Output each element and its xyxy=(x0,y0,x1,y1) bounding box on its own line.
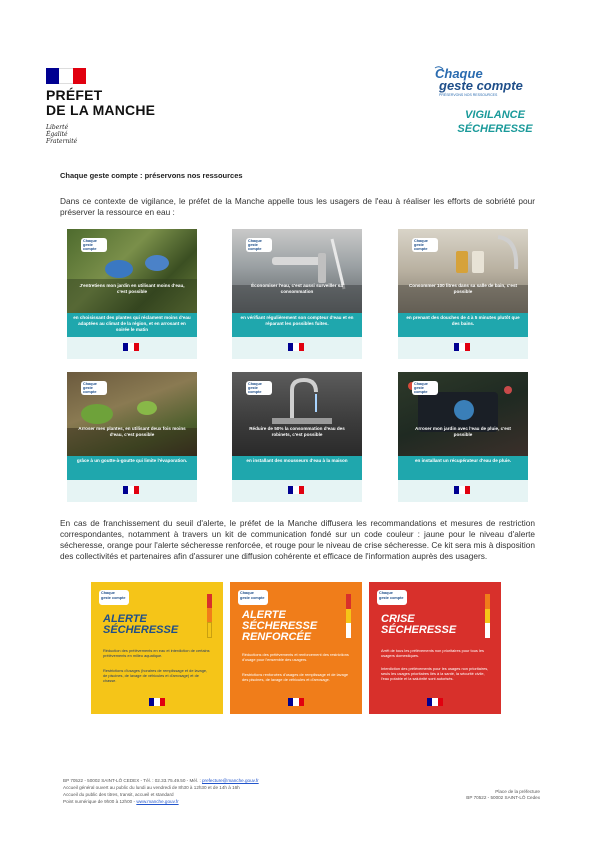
card-caption: Réduire de 50% la consommation d'eau des robinets, c'est possible xyxy=(249,426,345,437)
flag-icon xyxy=(454,343,470,351)
footer-address-2: BP 70522 - 50002 SAINT-LÔ Cedex xyxy=(466,795,540,800)
card-badge-text: Chaque geste compte xyxy=(414,239,428,251)
card-band-text: grâce à un goutte-à-goutte qui limite l'évaporation. xyxy=(76,458,188,463)
card-caption: Arroser mes plantes, en utilisant deux fois moins d'eau, c'est possible xyxy=(78,426,186,437)
flag-icon xyxy=(123,486,139,494)
card-band-text: en vérifiant régulièrement son compteur d'eau et en réparant les possibles fuites. xyxy=(240,315,354,326)
footer-line-2: Accueil général ouvert au public du lundi au vendredi de 8h30 à 12h30 et de 14h à 16h xyxy=(63,785,240,790)
poster-text-2: Restrictions renforcées d'usages de remplissage et de lavage des piscines, de lavage de véhicules et d'arrosage. xyxy=(242,672,349,682)
poster-badge-text: Chaque geste compte xyxy=(240,591,265,600)
card-badge-text: Chaque geste compte xyxy=(248,239,262,251)
card-badge-text: Chaque geste compte xyxy=(248,382,262,394)
subtitle: Chaque geste compte : préservons nos ressources xyxy=(60,171,243,180)
poster-text-2: Restrictions d'usages (horaires de remplissage et de lavage, de piscines, de lavage de véhicules et d'arrosage) et de chasse. xyxy=(103,668,208,683)
poster-title: CRISE SÉCHERESSE xyxy=(381,613,457,636)
footer-right xyxy=(430,789,540,801)
level-gauge-icon xyxy=(207,594,212,638)
poster-alerte-renforcee xyxy=(230,582,362,714)
card-robinet xyxy=(232,372,362,502)
footer-address-1: Place de la préfecture xyxy=(495,789,540,794)
flag-icon xyxy=(149,698,165,706)
card-badge-text: Chaque geste compte xyxy=(414,382,428,394)
footer-line-4: Point numérique de 9h00 à 12h00 - www.manche.gouv.fr xyxy=(63,799,179,804)
card-band-text: en installant un récupérateur d'eau de pluie. xyxy=(414,458,512,463)
devise: Liberté Égalité Fraternité xyxy=(46,124,78,145)
vigilance-title: VIGILANCE SÉCHERESSE xyxy=(457,109,533,135)
flag-icon xyxy=(288,486,304,494)
flag-icon xyxy=(454,486,470,494)
logo-line1: Chaque xyxy=(435,66,483,81)
poster-alerte-secheresse xyxy=(91,582,223,714)
card-band-text: en prenant des douches de 4 à 5 minutes plutôt que des bains. xyxy=(406,315,520,326)
card-jardin xyxy=(67,229,197,359)
card-badge-text: Chaque geste compte xyxy=(83,382,97,394)
flag-icon xyxy=(288,698,304,706)
logo-line3: PRÉSERVONS NOS RESSOURCES xyxy=(439,93,498,97)
card-douche xyxy=(398,229,528,359)
card-caption: Économiser l'eau, c'est aussi surveiller sa consommation xyxy=(251,283,343,294)
alert-paragraph: En cas de franchissement du seuil d'alerte, le préfet de la Manche diffusera les recommandations et mesures de restriction correspondantes, notamment à travers un kit de communication fondé sur un code couleur : jaune pour le niveau d'alerte sécheresse, orange pour l'alerte sécheresse renforcée, et rouge pour le niveau de crise sécheresse. Ce kit sera mis à disposition des collectivités et partenaires afin d'assurer une diffusion cohérente et efficace de l'information auprès des usagers. xyxy=(60,518,535,561)
card-caption: J'entretiens mon jardin en utilisant moins d'eau, c'est possible xyxy=(79,283,185,294)
poster-text-1: Réductions des prélèvements et renforcement des restrictions d'usage pour l'ensemble des usagers. xyxy=(242,652,349,662)
prefet-title: PRÉFET DE LA MANCHE xyxy=(46,87,156,118)
card-caption: Consommer 100 litres dans sa salle de bain, c'est possible xyxy=(408,283,518,294)
card-pluie xyxy=(398,372,528,502)
card-caption: Arroser mon jardin avec l'eau de pluie, c'est possible xyxy=(415,426,511,437)
footer-line-1: BP 70522 - 50002 SAINT-LÔ CEDEX - Tél. : 02.33.75.49.50 - Mél. : prefecture@manche.gouv.fr xyxy=(63,778,259,783)
flag-icon xyxy=(123,343,139,351)
level-gauge-icon xyxy=(346,594,351,638)
poster-title: ALERTE SÉCHERESSE xyxy=(103,613,179,636)
flag-icon xyxy=(288,343,304,351)
intro-paragraph: Dans ce contexte de vigilance, le préfet de la Manche appelle tous les usagers de l'eau à réaliser les efforts de sobriété pour préserver la ressource en eau : xyxy=(60,196,535,217)
poster-badge-text: Chaque geste compte xyxy=(379,591,404,600)
poster-crise-secheresse xyxy=(369,582,501,714)
logo-line2: geste compte xyxy=(439,78,523,93)
poster-title: ALERTE SÉCHERESSE RENFORCÉE xyxy=(242,609,318,643)
marianne-flag-icon xyxy=(46,68,86,84)
poster-text-1: Arrêt de tous les prélèvements non prioritaires pour tous les usagers domestiques. xyxy=(381,648,484,658)
footer-left xyxy=(63,777,363,805)
poster-text-1: Réduction des prélèvements en eau et interdiction de certains prélèvements en milieu aquatique. xyxy=(103,648,210,658)
flag-icon xyxy=(427,698,443,706)
level-gauge-icon xyxy=(485,594,490,638)
card-goutte xyxy=(67,372,197,502)
poster-text-2: Interdiction des prélèvements pour les usages non prioritaires, seuls les usages prioritaires liés à la santé, la sécurité civile, l'eau potable et la salubrité sont autorisés. xyxy=(381,666,489,681)
card-band-text: en installant des mousseurs d'eau à la maison xyxy=(246,458,348,463)
card-compteur xyxy=(232,229,362,359)
chaque-geste-compte-logo xyxy=(433,66,531,102)
email-link[interactable]: prefecture@manche.gouv.fr xyxy=(202,778,259,783)
footer-line-3: Accueil du public des titres, transit, accueil et standard xyxy=(63,792,174,797)
website-link[interactable]: www.manche.gouv.fr xyxy=(136,799,179,804)
poster-badge-text: Chaque geste compte xyxy=(101,591,126,600)
card-band-text: en choisissant des plantes qui réclament moins d'eau adaptées au climat de la région, et en arrosant en soirée le matin xyxy=(73,315,191,332)
card-badge-text: Chaque geste compte xyxy=(83,239,97,251)
